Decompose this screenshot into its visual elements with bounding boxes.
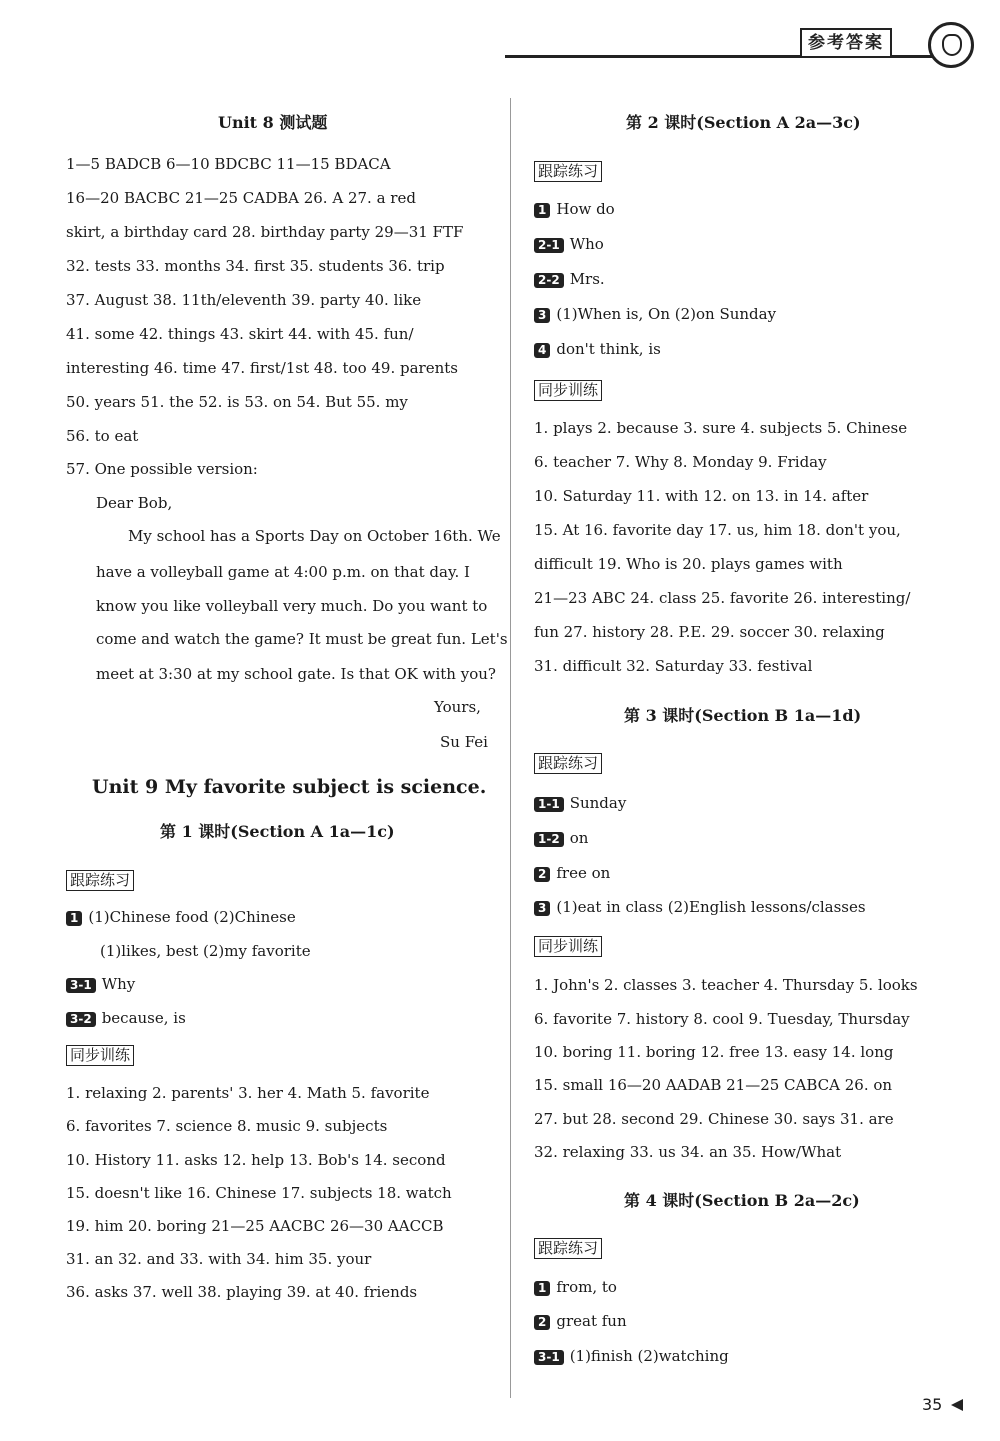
item-tag: 3-1 <box>534 1350 564 1365</box>
track-answer: (1)finish (2)watching <box>569 1347 729 1365</box>
track-item <box>534 1278 617 1296</box>
item-tag: 4 <box>534 343 550 358</box>
track-answer: How do <box>556 200 615 218</box>
track-answer: Why <box>101 975 136 993</box>
sync-line: 31. an 32. and 33. with 34. him 35. your <box>66 1250 372 1268</box>
track-item <box>66 1009 186 1027</box>
track-item <box>534 340 661 358</box>
track-answer: Who <box>569 235 604 253</box>
sync-line: 36. asks 37. well 38. playing 39. at 40. friends <box>66 1283 418 1301</box>
track-item <box>534 898 866 916</box>
sync-line: 1. relaxing 2. parents' 3. her 4. Math 5. favorite <box>66 1084 430 1102</box>
track-answer: great fun <box>556 1312 627 1330</box>
letter-line: My school has a Sports Day on October 16th. We <box>128 527 501 545</box>
lesson2-title: 第 2 课时(Section A 2a—3c) <box>626 113 861 132</box>
item-tag: 3-1 <box>66 978 96 993</box>
sync-training-label: 同步训练 <box>534 380 602 401</box>
track-item <box>534 270 605 288</box>
track-item <box>66 942 311 960</box>
track-item <box>534 305 776 323</box>
item-tag: 2-2 <box>534 273 564 288</box>
item-tag: 1 <box>66 911 82 926</box>
logo-icon <box>928 22 974 68</box>
sync-line: 6. favorites 7. science 8. music 9. subjects <box>66 1117 388 1135</box>
column-divider <box>510 98 511 1398</box>
unit8-title: Unit 8 测试题 <box>218 113 328 132</box>
item-tag: 1 <box>534 203 550 218</box>
arrow-left-icon <box>951 1399 963 1411</box>
track-item <box>534 864 610 882</box>
answer-line: 57. One possible version: <box>66 460 258 478</box>
lesson4-title: 第 4 课时(Section B 2a—2c) <box>624 1191 860 1210</box>
track-item <box>66 975 135 993</box>
track-answer: free on <box>556 864 611 882</box>
track-practice-label: 跟踪练习 <box>66 870 134 891</box>
answer-line: 41. some 42. things 43. skirt 44. with 45. fun/ <box>66 325 414 343</box>
answer-line: 32. tests 33. months 34. first 35. students 36. trip <box>66 257 445 275</box>
track-item <box>534 200 615 218</box>
page-number: 35 <box>922 1395 943 1414</box>
header-tab: 参考答案 <box>800 28 892 56</box>
sync-line: 19. him 20. boring 21—25 AACBC 26—30 AACCB <box>66 1217 444 1235</box>
sync-line: 31. difficult 32. Saturday 33. festival <box>534 657 813 675</box>
sync-line: 6. favorite 7. history 8. cool 9. Tuesday, Thursday <box>534 1010 910 1028</box>
track-answer: don't think, is <box>556 340 661 358</box>
letter-line: meet at 3:30 at my school gate. Is that OK with you? <box>96 665 496 683</box>
item-tag: 3 <box>534 308 550 323</box>
track-answer: from, to <box>556 1278 617 1296</box>
item-tag: 2-1 <box>534 238 564 253</box>
sync-line: 6. teacher 7. Why 8. Monday 9. Friday <box>534 453 827 471</box>
track-answer: Mrs. <box>569 270 605 288</box>
item-tag: 3 <box>534 901 550 916</box>
unit9-title: Unit 9 My favorite subject is science. <box>92 776 487 798</box>
letter-line: come and watch the game? It must be great fun. Let's <box>96 630 508 648</box>
sync-training-label: 同步训练 <box>66 1045 134 1066</box>
answer-line: 1—5 BADCB 6—10 BDCBC 11—15 BDACA <box>66 155 391 173</box>
track-item <box>66 908 296 926</box>
track-item <box>534 1312 627 1330</box>
track-item <box>534 1347 729 1365</box>
item-tag: 2 <box>534 1315 550 1330</box>
track-answer: on <box>569 829 589 847</box>
lesson3-title: 第 3 课时(Section B 1a—1d) <box>624 706 862 725</box>
answer-line: 16—20 BACBC 21—25 CADBA 26. A 27. a red <box>66 189 416 207</box>
track-item <box>534 235 604 253</box>
item-tag: 1-1 <box>534 797 564 812</box>
lesson1-title: 第 1 课时(Section A 1a—1c) <box>160 822 395 841</box>
sync-line: 27. but 28. second 29. Chinese 30. says 31. are <box>534 1110 894 1128</box>
track-answer: Sunday <box>569 794 627 812</box>
sync-line: 1. plays 2. because 3. sure 4. subjects 5. Chinese <box>534 419 908 437</box>
sync-line: fun 27. history 28. P.E. 29. soccer 30. relaxing <box>534 623 885 641</box>
track-answer: (1)When is, On (2)on Sunday <box>556 305 777 323</box>
letter-line: know you like volleyball very much. Do you want to <box>96 597 488 615</box>
track-answer: (1)Chinese food (2)Chinese <box>88 908 296 926</box>
answer-line: 37. August 38. 11th/eleventh 39. party 40. like <box>66 291 422 309</box>
sync-line: 15. doesn't like 16. Chinese 17. subjects 18. watch <box>66 1184 452 1202</box>
track-answer: (1)likes, best (2)my favorite <box>100 942 311 960</box>
track-practice-label: 跟踪练习 <box>534 161 602 182</box>
track-item <box>534 794 626 812</box>
sync-line: 21—23 ABC 24. class 25. favorite 26. interesting/ <box>534 589 911 607</box>
sync-line: 10. Saturday 11. with 12. on 13. in 14. after <box>534 487 869 505</box>
track-item <box>534 829 588 847</box>
sync-line: 32. relaxing 33. us 34. an 35. How/What <box>534 1143 842 1161</box>
sync-line: difficult 19. Who is 20. plays games with <box>534 555 843 573</box>
sync-line: 10. boring 11. boring 12. free 13. easy 14. long <box>534 1043 894 1061</box>
letter-line: have a volleyball game at 4:00 p.m. on that day. I <box>96 563 470 581</box>
answer-line: 56. to eat <box>66 427 139 445</box>
item-tag: 1 <box>534 1281 550 1296</box>
sync-training-label: 同步训练 <box>534 936 602 957</box>
item-tag: 2 <box>534 867 550 882</box>
item-tag: 1-2 <box>534 832 564 847</box>
track-practice-label: 跟踪练习 <box>534 753 602 774</box>
answer-line: 50. years 51. the 52. is 53. on 54. But 55. my <box>66 393 408 411</box>
sync-line: 15. At 16. favorite day 17. us, him 18. don't you, <box>534 521 901 539</box>
letter-greeting: Dear Bob, <box>96 494 173 512</box>
answer-line: skirt, a birthday card 28. birthday party 29—31 FTF <box>66 223 464 241</box>
item-tag: 3-2 <box>66 1012 96 1027</box>
letter-closing: Yours, <box>434 698 481 716</box>
letter-signature: Su Fei <box>440 733 488 751</box>
answer-line: interesting 46. time 47. first/1st 48. too 49. parents <box>66 359 458 377</box>
track-answer: (1)eat in class (2)English lessons/classes <box>556 898 866 916</box>
track-practice-label: 跟踪练习 <box>534 1238 602 1259</box>
sync-line: 1. John's 2. classes 3. teacher 4. Thursday 5. looks <box>534 976 918 994</box>
sync-line: 15. small 16—20 AADAB 21—25 CABCA 26. on <box>534 1076 893 1094</box>
sync-line: 10. History 11. asks 12. help 13. Bob's 14. second <box>66 1151 446 1169</box>
track-answer: because, is <box>101 1009 186 1027</box>
